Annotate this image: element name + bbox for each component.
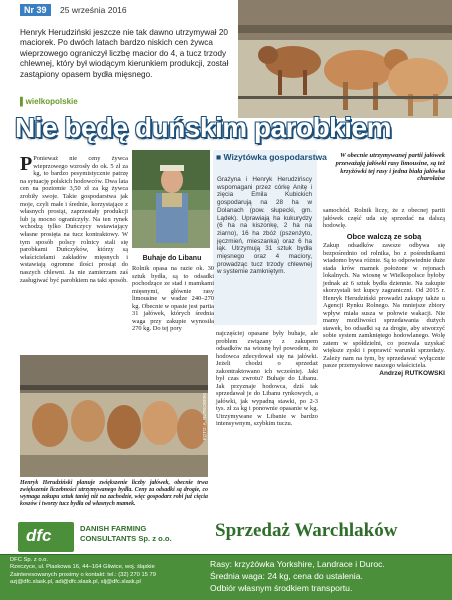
ad-contact-emails: azj@dfc.slask.pl, adi@dfc.slask.pl, slj@dfc.slask.pl bbox=[10, 578, 141, 585]
drop-cap: P bbox=[20, 155, 33, 175]
ad-company-line-2: CONSULTANTS Sp. z o.o. bbox=[80, 533, 172, 543]
calves-pen-photo bbox=[20, 355, 208, 477]
body-column-4-text: Zakup odsadków zawsze odbywa się bezpośrednio od rolnika, bo z pośrednikami wiadomo bywa różnie. Są to odpowiednie duże stada krów mamek położone w rejonach lokalnych. Na wiosnę w Wielkopolsce byłoby jednak aż 6 sztuk bydła dziennie. Na zakupie skorzystali też kupcy zagraniczni. Od 2015 r. Henryk Herudziński prowadzi zakupy także u Agencji Rynku Rolnego. Na mniejsze zbiory wpływ miała susza w połowie wakacji. Nie mamy możliwości sprzedawania dużych stawek, bo odsadki są za drogie, aby stworzyć sobie system zamkniętego hodowlanego. Wolę zatem w spółdzielni, co pozwala uzyskać większe zyski i poprawić warunki sprzedaży. Zależy nam na tym, by sprzedawać wyłącznie pasze przemysłowe naszego właściciela. bbox=[323, 242, 445, 369]
calves-caption: Henryk Herudziński planuje zwiększenie liczby jałówek, obecnie trwa zwiększenie liczebności utrzymywanego bydła. Ceny za odsadki są drogie, co wymaga zakupu sztuk taniej niż na zachodzie, więc gospodarz robi już cięcia koszów i tworzy tucz bydła od własnych mamek. bbox=[20, 480, 208, 507]
body-column-3: najczęściej opasane były buhaje, ale problem związany z zakupem odsadków na wiosnę był powodem, że hodowca zdecydował się na jałówki. Jeżeli chodzi o sprzedaż zakontraktowano ich wcześniej. Jaki był czas zwrotu? Buhaje do Libanu. Jak przyznaje hodowca, dziś tak sprzedawał je do Libanu rynkowych, a jałówki, jak wypadną stawki, po 2-3 tys. zł za kg i ponownie opasanie w kg. Utrzymywane w Libanie w bardzo intensywnym, szybkim tuczu. bbox=[216, 330, 318, 427]
body-column-1-text: Ponieważ nie ceny żywca wieprzowego wzrosły do ok. 5 zł za kg, to bardzo pesymistycznie patrzę na sytuację polskich hodowców. Dwa lata cen na poziomie 3,50 zł za kg żywca zrobiły swoje. Takie gospodarstwa jak moje, czyli małe i średnie, korzystające z własnych prosiąt, zaprzestały produkcji lub ją mocno ograniczyły. Na ten rynek wchodzą tylko Duńczycy wstawiający własne prosięta na tucz kontraktowy. W tym sposób polscy rolnicy stali się parobkami Duńczyków, którzy są właścicielami zakładów mięsnych i wstawiają ogromne ilości prosiąt do naszych chlewni. Ja nie zamierzam zaś zasługiwać być parobkiem na taki sposób. bbox=[20, 155, 128, 284]
body-column-4-intro: samochód. Rolnik liczy, że z obecnej partii jałówek część uda się sprzedać na dalszą hodowlę. bbox=[323, 207, 445, 229]
ad-headline: Sprzedaż Warchlaków bbox=[215, 520, 398, 541]
farmer-portrait-photo bbox=[132, 150, 210, 248]
ad-company-name bbox=[80, 524, 200, 543]
cattle-barn-photo bbox=[238, 0, 452, 118]
farm-info-title bbox=[216, 152, 327, 162]
heifers-caption: W obecnie utrzymywanej partii jałówek przeważają jałówki rasy limousine, są też krzyżówki tej rasy i jedna biała jałówka charolaise bbox=[335, 152, 445, 183]
ad-weight-price: Średnia waga: 24 kg, cena do ustalenia. bbox=[210, 571, 363, 581]
ad-offer-banner bbox=[204, 555, 452, 600]
ad-contact-address: Rzeczyce, ul. Piaskowa 16, 44–164 Gliwice, woj. śląskie bbox=[10, 564, 155, 571]
photo-credit: FOTO: A. RUTKOWSKI bbox=[202, 392, 207, 440]
ad-company-line-1: DANISH FARMING bbox=[80, 524, 147, 533]
ad-breeds: Rasy: krzyżówka Yorkshire, Landrace i Duroc. bbox=[210, 559, 385, 569]
subheading-obce: Obce walczą ze sobą bbox=[346, 231, 422, 241]
page-header bbox=[0, 0, 238, 22]
issue-number: Nr 39 bbox=[20, 4, 51, 16]
ad-contact-block bbox=[0, 555, 204, 600]
ad-contact-company: DFC Sp. z o.o. bbox=[10, 557, 49, 563]
advertisement bbox=[0, 520, 452, 600]
ad-contact-phone: Zainteresowanych prosimy o kontakt: tel.: (32) 270 15 79 bbox=[10, 571, 156, 578]
article-lead: Henryk Herudziński jeszcze nie tak dawno utrzymywał 20 maciorek. Po dwóch latach bardzo niskich cen żywca wieprzowego ograniczył liczbę macior do 4, a tucz trzody chlewnej, który był wiodącym kierunkiem produkcji, został zastąpiony opasem bydła mięsnego. bbox=[20, 28, 229, 79]
article-headline: Nie będę duńskim parobkiem bbox=[15, 112, 391, 143]
ad-transport: Odbiór własnym środkiem transportu. bbox=[210, 583, 353, 593]
farm-info-title-text: Wizytówka gospodarstwa bbox=[223, 152, 327, 162]
body-column-2: Rolnik opasa na razie ok. 30 sztuk bydła, są to odsadki pochodzące ze stad i mamkami mięsnymi, głównie rasy limousine w wadze 240–270 kg. Obecnie w opasie jest partia 31 jałówek, których średnia waga przy zakupie wynosiła 270 kg. Do tej pory bbox=[132, 265, 214, 332]
region-tag: ▌wielkopolskie bbox=[20, 97, 78, 106]
farm-info-bullet: ■ bbox=[216, 152, 224, 162]
subheading-buhaje: Buhaje do Libanu bbox=[142, 255, 202, 262]
region-label: wielkopolskie bbox=[25, 97, 78, 106]
body-column-1 bbox=[20, 155, 128, 345]
issue-date: 25 września 2016 bbox=[60, 5, 127, 15]
body-column-4 bbox=[323, 207, 445, 377]
dfc-logo-text: dfc bbox=[26, 526, 52, 545]
article-author: Andrzej RUTKOWSKI bbox=[379, 369, 445, 377]
farm-info-text: Grażyna i Henryk Herudzińscy wspomagani przez córkę Anitę i zięcia Emila Kubickich gospodarują na 28 ha w Dolanach (pow. słupecki, gm. Lądek). Uprawiają ha kukurydzy (6 ha na kiszonkę, 2 ha na ziarno), 16 ha zbóż (pszenżyto, jęczmień, mieszanka) oraz 6 ha łąk. Utrzymują 31 sztuk bydła mięsnego oraz 4 maciory, prowadząc tucz trzody chlewnej w systemie zamkniętym. bbox=[217, 176, 312, 276]
